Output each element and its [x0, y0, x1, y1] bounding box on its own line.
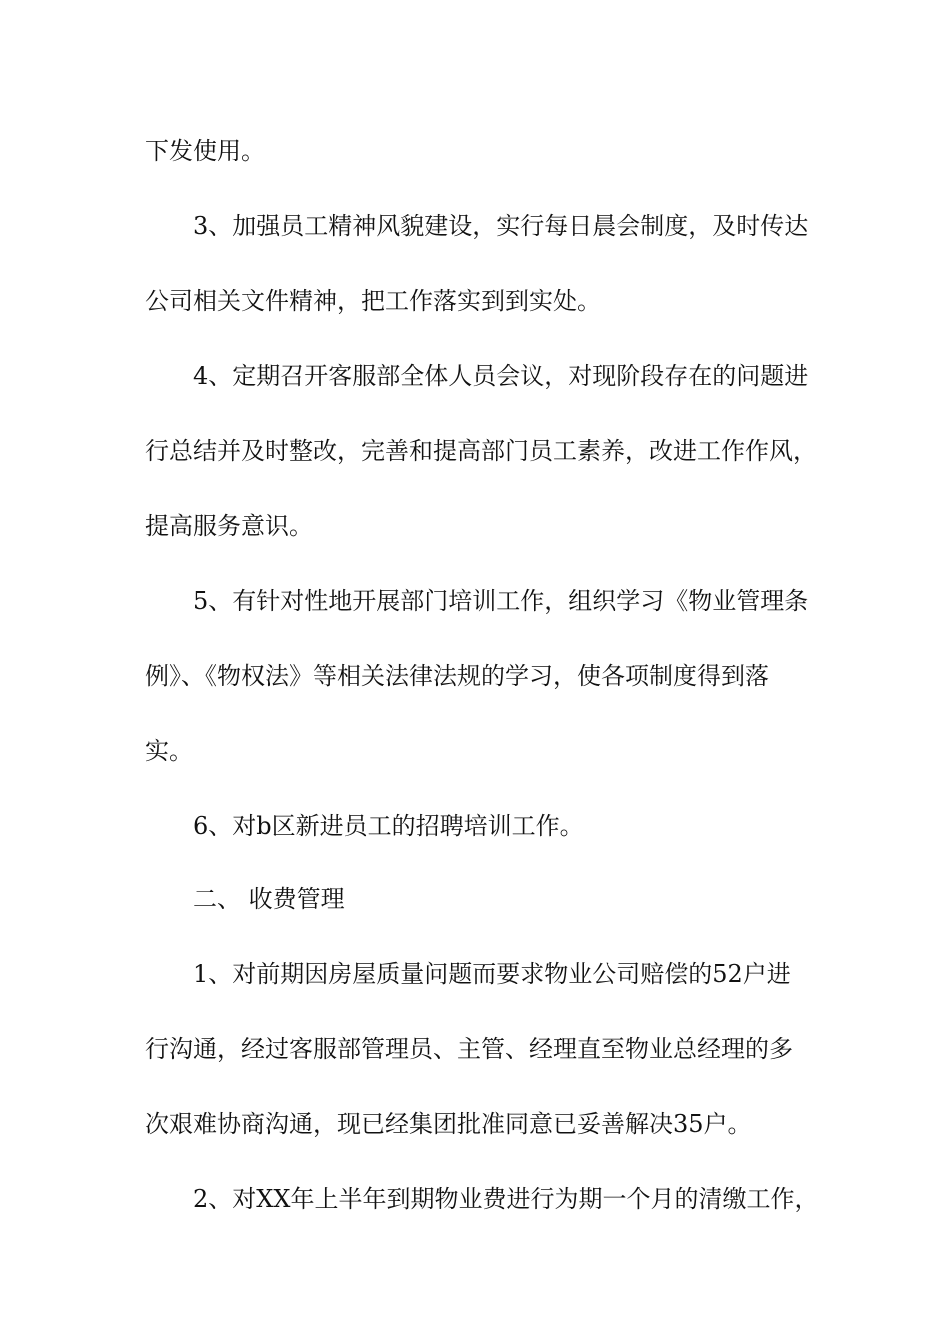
text-line: 6、对b区新进员工的招聘培训工作。	[193, 812, 584, 840]
text-line: 公司相关文件精神，把工作落实到到实处。	[145, 287, 601, 315]
text-line: 4、定期召开客服部全体人员会议，对现阶段存在的问题进	[193, 362, 809, 390]
section-heading: 二、 收费管理	[193, 885, 345, 913]
text-line: 行沟通，经过客服部管理员、主管、经理直至物业总经理的多	[145, 1035, 793, 1063]
text-line: 1、对前期因房屋质量问题而要求物业公司赔偿的52户进	[193, 960, 791, 988]
text-line: 下发使用。	[145, 137, 265, 165]
text-line: 3、加强员工精神风貌建设，实行每日晨会制度，及时传达	[193, 212, 809, 240]
text-line: 5、有针对性地开展部门培训工作，组织学习《物业管理条	[193, 587, 809, 615]
text-line: 2、对XX年上半年到期物业费进行为期一个月的清缴工作，	[193, 1185, 819, 1213]
text-line: 例》、《物权法》等相关法律法规的学习，使各项制度得到落	[145, 662, 769, 690]
text-line: 实。	[145, 737, 193, 765]
text-line: 次艰难协商沟通，现已经集团批准同意已妥善解决35户。	[145, 1110, 752, 1138]
text-line: 行总结并及时整改，完善和提高部门员工素养，改进工作作风，	[145, 437, 817, 465]
text-line: 提高服务意识。	[145, 512, 313, 540]
